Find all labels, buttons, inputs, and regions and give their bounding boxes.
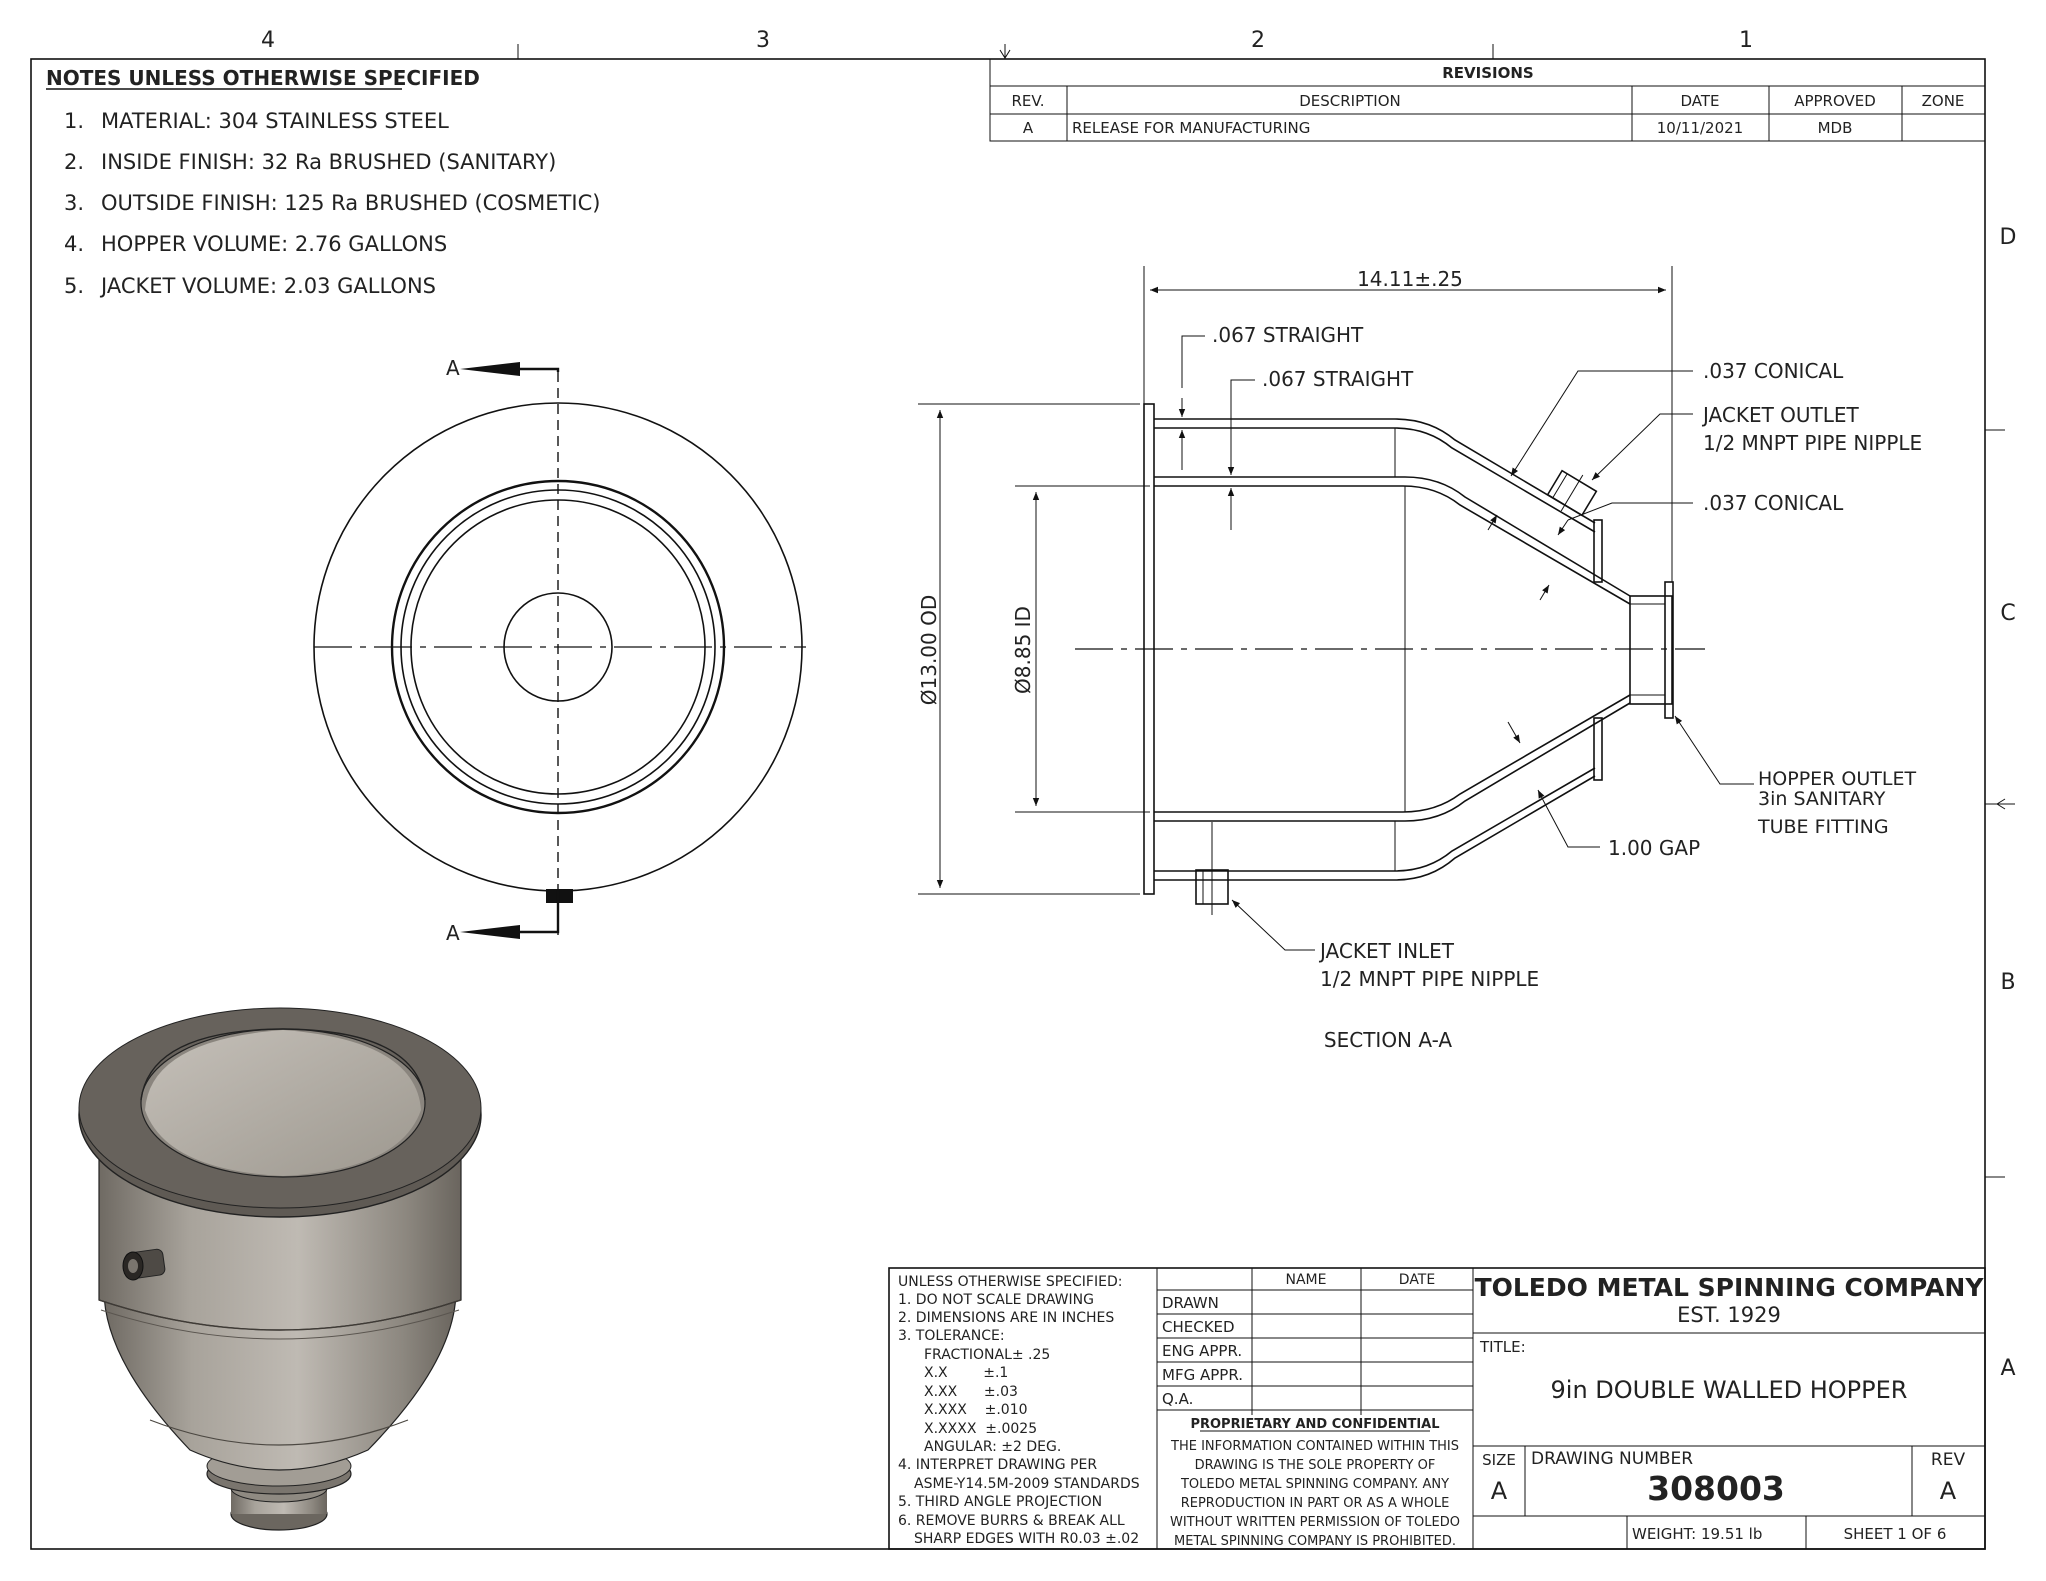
isometric-render xyxy=(79,1008,481,1530)
inlet-nipple-end xyxy=(546,889,573,903)
company-established: EST. 1929 xyxy=(1677,1303,1781,1327)
dim-overall-length: 14.11±.25 xyxy=(1357,267,1463,291)
rev-header-date: DATE xyxy=(1680,92,1720,110)
dim-conical-2: .037 CONICAL xyxy=(1703,491,1844,515)
gen-note-14: SHARP EDGES WITH R0.03 ±.02 xyxy=(914,1531,1140,1547)
notes-heading: NOTES UNLESS OTHERWISE SPECIFIED xyxy=(46,66,480,90)
gen-note-11: ASME-Y14.5M-2009 STANDARDS xyxy=(914,1476,1140,1492)
note-1-text: MATERIAL: 304 STAINLESS STEEL xyxy=(101,109,449,133)
proprietary-line-4: WITHOUT WRITTEN PERMISSION OF TOLEDO xyxy=(1170,1515,1460,1530)
rev-row-rev: A xyxy=(1022,119,1034,137)
zone-row-c: C xyxy=(2000,601,2016,626)
size-value: A xyxy=(1490,1477,1508,1505)
rev-label: REV xyxy=(1930,1450,1966,1470)
rev-row-approved: MDB xyxy=(1817,119,1853,137)
gen-note-4: FRACTIONAL± .25 xyxy=(924,1347,1051,1363)
note-5-text: JACKET VOLUME: 2.03 GALLONS xyxy=(101,274,437,298)
drawing-number: 308003 xyxy=(1647,1469,1785,1508)
section-label-bottom: A xyxy=(446,921,460,945)
gen-note-5: X.X ±.1 xyxy=(924,1365,1009,1381)
gen-note-2: 2. DIMENSIONS ARE IN INCHES xyxy=(898,1310,1115,1326)
approval-eng: ENG APPR. xyxy=(1162,1342,1243,1360)
rev-row-date: 10/11/2021 xyxy=(1656,119,1744,137)
gen-note-0: UNLESS OTHERWISE SPECIFIED: xyxy=(898,1274,1123,1290)
sheet-number: SHEET 1 OF 6 xyxy=(1843,1525,1947,1543)
proprietary-title: PROPRIETARY AND CONFIDENTIAL xyxy=(1190,1417,1440,1432)
gen-note-12: 5. THIRD ANGLE PROJECTION xyxy=(898,1494,1103,1510)
rev-header-approved: APPROVED xyxy=(1794,92,1876,110)
proprietary-line-3: REPRODUCTION IN PART OR AS A WHOLE xyxy=(1180,1496,1450,1511)
callout-jacket-inlet-2: 1/2 MNPT PIPE NIPPLE xyxy=(1320,967,1540,991)
callout-jacket-outlet-2: 1/2 MNPT PIPE NIPPLE xyxy=(1703,431,1923,455)
weight: WEIGHT: 19.51 lb xyxy=(1632,1525,1763,1543)
drawing-number-label: DRAWING NUMBER xyxy=(1531,1449,1694,1469)
note-4-num: 4. xyxy=(64,232,85,256)
zone-col-1: 1 xyxy=(1739,28,1753,53)
zone-row-d: D xyxy=(1999,225,2017,250)
gen-note-1: 1. DO NOT SCALE DRAWING xyxy=(898,1292,1094,1308)
title-label: TITLE: xyxy=(1480,1338,1526,1356)
gen-note-3: 3. TOLERANCE: xyxy=(898,1328,1005,1344)
rev-header-zone: ZONE xyxy=(1921,92,1965,110)
notes-block xyxy=(46,66,600,298)
proprietary-line-0: THE INFORMATION CONTAINED WITHIN THIS xyxy=(1171,1439,1459,1454)
revisions-table xyxy=(990,59,1985,141)
proprietary-line-2: TOLEDO METAL SPINNING COMPANY. ANY xyxy=(1180,1477,1450,1492)
dim-straight-2: .067 STRAIGHT xyxy=(1262,367,1414,391)
proprietary-line-1: DRAWING IS THE SOLE PROPERTY OF xyxy=(1194,1458,1436,1473)
gen-note-8: X.XXXX ±.0025 xyxy=(924,1421,1038,1437)
zone-col-2: 2 xyxy=(1251,28,1265,53)
zone-col-3: 3 xyxy=(756,28,770,53)
gen-note-13: 6. REMOVE BURRS & BREAK ALL xyxy=(898,1513,1125,1529)
center-mark-top-icon xyxy=(1000,48,1010,58)
callout-jacket-inlet-1: JACKET INLET xyxy=(1320,939,1455,963)
note-3-text: OUTSIDE FINISH: 125 Ra BRUSHED (COSMETIC) xyxy=(101,191,601,215)
top-view xyxy=(314,356,806,945)
callout-hopper-outlet-3: TUBE FITTING xyxy=(1758,816,1889,838)
note-1-num: 1. xyxy=(64,109,85,133)
proprietary-line-5: METAL SPINNING COMPANY IS PROHIBITED. xyxy=(1174,1534,1456,1549)
dim-od: Ø13.00 OD xyxy=(917,594,941,706)
approval-checked: CHECKED xyxy=(1162,1318,1235,1336)
rev-header-description: DESCRIPTION xyxy=(1299,92,1401,110)
zone-row-a: A xyxy=(2000,1356,2016,1381)
callout-hopper-outlet-1: HOPPER OUTLET xyxy=(1758,768,1917,790)
revisions-title: REVISIONS xyxy=(1442,64,1534,82)
callout-hopper-outlet-2: 3in SANITARY xyxy=(1758,788,1886,810)
zone-ticks xyxy=(518,44,2005,1177)
section-view xyxy=(917,266,1922,1052)
note-2-text: INSIDE FINISH: 32 Ra BRUSHED (SANITARY) xyxy=(101,150,557,174)
section-label-top: A xyxy=(446,356,460,380)
rev-header-rev: REV. xyxy=(1011,92,1045,110)
size-label: SIZE xyxy=(1482,1451,1516,1469)
gen-note-6: X.XX ±.03 xyxy=(924,1384,1018,1400)
callout-jacket-outlet-1: JACKET OUTLET xyxy=(1703,403,1859,427)
company-name: TOLEDO METAL SPINNING COMPANY xyxy=(1474,1273,1984,1302)
title-block xyxy=(889,1268,1985,1549)
note-2-num: 2. xyxy=(64,150,85,174)
gen-note-10: 4. INTERPRET DRAWING PER xyxy=(898,1457,1098,1473)
center-mark-right-icon xyxy=(1997,799,2015,809)
dim-conical-1: .037 CONICAL xyxy=(1703,359,1844,383)
zone-row-b: B xyxy=(2000,970,2016,995)
approval-qa: Q.A. xyxy=(1162,1390,1194,1408)
section-title: SECTION A-A xyxy=(1323,1028,1453,1052)
approval-header-name: NAME xyxy=(1285,1272,1327,1288)
note-3-num: 3. xyxy=(64,191,85,215)
rev-value: A xyxy=(1939,1477,1957,1505)
dim-id: Ø8.85 ID xyxy=(1011,606,1035,694)
rev-row-description: RELEASE FOR MANUFACTURING xyxy=(1072,119,1311,137)
gen-note-7: X.XXX ±.010 xyxy=(924,1402,1028,1418)
dim-straight-1: .067 STRAIGHT xyxy=(1212,323,1364,347)
approval-header-date: DATE xyxy=(1398,1272,1436,1288)
approval-mfg: MFG APPR. xyxy=(1162,1366,1243,1384)
zone-col-4: 4 xyxy=(261,28,275,53)
dim-gap: 1.00 GAP xyxy=(1608,836,1701,860)
note-4-text: HOPPER VOLUME: 2.76 GALLONS xyxy=(101,232,448,256)
approval-drawn: DRAWN xyxy=(1162,1294,1219,1312)
drawing-title: 9in DOUBLE WALLED HOPPER xyxy=(1550,1376,1908,1404)
note-5-num: 5. xyxy=(64,274,85,298)
gen-note-9: ANGULAR: ±2 DEG. xyxy=(924,1439,1062,1455)
